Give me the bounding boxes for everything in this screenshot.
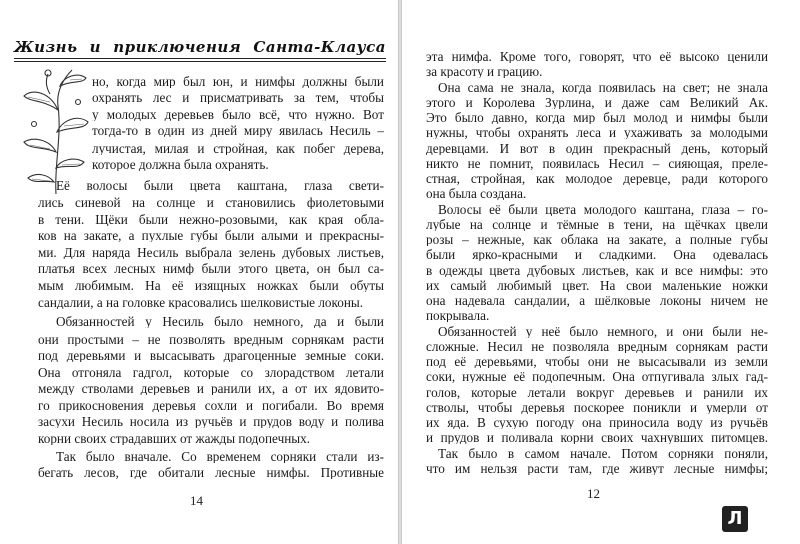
text-line: ков на закате, а пухлые губы были алыми и прекрасны- xyxy=(38,229,384,243)
text-line: Она сама не знала, когда появилась на свет; не знала xyxy=(438,81,768,95)
text-line: нужны, чтобы охранять леса и ухаживать за молодыми xyxy=(426,126,768,140)
text-line: охранять лес и присматривать за тем, чтобы xyxy=(92,91,384,105)
text-line: между стволами деревьев и ранили их, а от их ядовито- xyxy=(38,382,384,396)
text-line: никто не помнит, появилась Несил – сияющая, преле- xyxy=(426,157,768,171)
text-line: эта нимфа. Кроме того, говорят, что её высоко ценили xyxy=(426,50,768,64)
text-line: их яда. В сухую погоду она приносила воду из ручьёв xyxy=(426,416,768,430)
text-line: Это было давно, когда мир был молод и нимфы были xyxy=(426,111,768,125)
botanical-illustration xyxy=(20,66,90,196)
header-word: Жизнь xyxy=(14,38,78,56)
text-line: корни своих страдавших от жажды подопечных. xyxy=(38,432,311,446)
text-line: в тени. Щёки были нежно-розовыми, как края обла- xyxy=(38,213,384,227)
running-header xyxy=(14,38,386,56)
text-line: Она отгоняла гадгол, которые со злорадством летали xyxy=(38,366,384,380)
header-word: и xyxy=(89,38,102,56)
text-line: стволы, чтобы деревья поскорее поникли и умерли от xyxy=(426,401,768,415)
text-line: тогда-то в один из дней миру явилась Несиль – xyxy=(92,124,384,138)
text-line: что им нельзя расти там, где живут лесные нимфы; xyxy=(426,462,768,476)
text-line: она надевала сандалии, а шёлковые локоны ничем не xyxy=(426,294,768,308)
text-line: голов, которые летали вокруг деревьев и ранили их xyxy=(426,386,768,400)
text-line: Волосы её были цвета молодого каштана, глаза – го- xyxy=(438,203,768,217)
header-rule-thin xyxy=(14,61,386,62)
header-rule xyxy=(14,58,386,59)
text-line: этого и Королева Зурлина, и даже сам Великий Ак. xyxy=(426,96,768,110)
text-line: розы – нежные, как облака на закате, а полные губы xyxy=(426,233,768,247)
text-line: которое должна была охранять. xyxy=(92,158,269,172)
text-line: они простыми – не позволять вредным сорнякам расти xyxy=(38,333,384,347)
text-line: Так было вначале. Со временем сорняки стали из- xyxy=(56,450,384,464)
text-line: сложные. Несил не позволяла вредным сорнякам расти xyxy=(426,340,768,354)
right-page xyxy=(402,0,800,544)
text-line: были ярко-красными и сладкими. Она одевалась xyxy=(426,248,768,262)
text-line: под её деревьями, чтобы они не высасывали из земли xyxy=(426,355,768,369)
text-line: Обязанностей у неё было немного, и они были не- xyxy=(438,325,768,339)
header-word: приключения xyxy=(113,38,242,56)
text-line: лись синевой на солнце и становились фиолетовыми xyxy=(38,196,384,210)
text-line: за красоту и грацию. xyxy=(426,65,543,79)
text-line: в одежды цвета дубовых листьев, как и все нимфы: это xyxy=(426,264,768,278)
text-line: Обязанностей у Несиль было немного, да и были xyxy=(56,315,384,329)
text-line: покрывала. xyxy=(426,309,490,323)
text-line: и прудов и поливала корни своих чахнувших питомцев. xyxy=(426,431,768,445)
text-line: бегать лесов, где обитали лесные нимфы. Противные xyxy=(38,466,384,480)
text-line: стная, стройная, как молодое деревце, ради которого xyxy=(426,172,768,186)
text-line: платья всех лесных нимф были этого цвета, он был са- xyxy=(38,262,384,276)
text-line: сандалии, а на головке красовались шелковистые локоны. xyxy=(38,296,364,310)
header-word: Санта-Клауса xyxy=(253,38,386,56)
text-line: лучистая, милая и стройная, как побег дерева, xyxy=(92,142,384,156)
page-number: 14 xyxy=(190,493,203,508)
text-line: Так было в самом начале. Потом сорняки поняли, xyxy=(438,447,768,461)
text-line: их самый любимый цвет. На свои маленькие ножки xyxy=(426,279,768,293)
text-line: мым любимым. На её изящных ножках были обуты xyxy=(38,279,384,293)
text-line: под деревьями и высасывать драгоценные земные соки. xyxy=(38,349,384,363)
left-page xyxy=(0,0,398,544)
text-line: го прикосновения деревья сохли и погибали. Во время xyxy=(38,399,384,413)
text-line: деревцами. И вот в один прекрасный день, который xyxy=(426,142,768,156)
text-line: лубые на солнце и тёмные в тени, на щёчках цвели xyxy=(426,218,768,232)
text-line: ми. Для наряда Несиль выбрала зелень дубовых листьев, xyxy=(38,246,384,260)
text-line: но, когда мир был юн, и нимфы должны были xyxy=(92,75,384,89)
text-line: она была создана. xyxy=(426,187,527,201)
text-line: Её волосы были цвета каштана, глаза свети- xyxy=(56,179,384,193)
page-number: 12 xyxy=(587,486,600,501)
text-line: соки, нужные её подопечным. Она отпугивала злых гад- xyxy=(426,370,768,384)
text-line: у молодых деревьев было всё, что нужно. Вот xyxy=(92,108,384,122)
publisher-logo: Л xyxy=(722,506,748,532)
text-line: засухи Несиль носила из ручьёв и прудов воду и полива xyxy=(38,415,384,429)
